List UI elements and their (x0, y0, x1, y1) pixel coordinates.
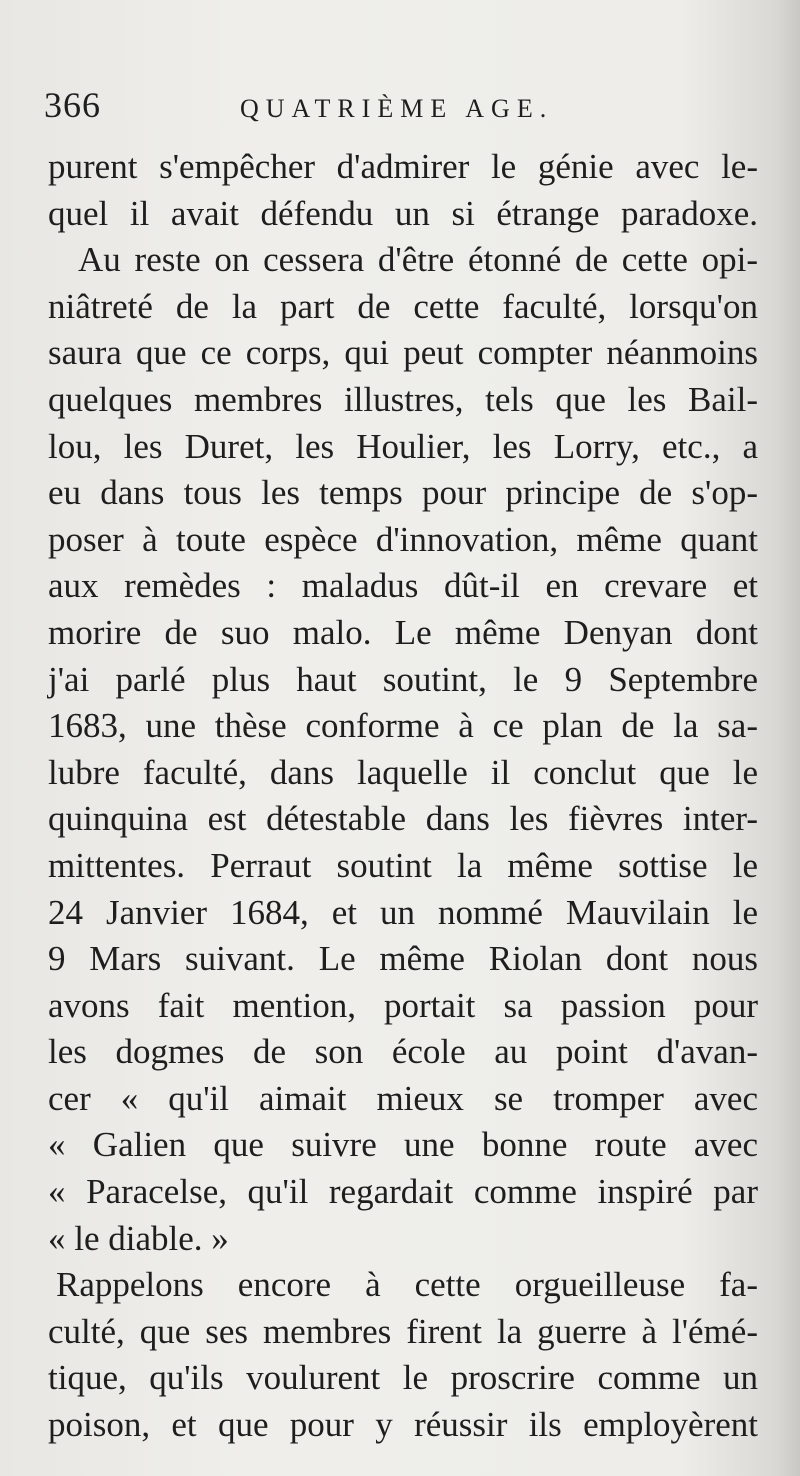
text-line: eu dans tous les temps pour principe de s'op- (48, 473, 758, 513)
text-line: « le diable. » (48, 1218, 229, 1258)
text-line: 24 Janvier 1684, et un nommé Mauvilain le (48, 892, 758, 932)
text-line: quinquina est détestable dans les fièvres inter- (48, 799, 758, 839)
running-title: QUATRIÈME AGE. (240, 94, 554, 123)
text-line: 1683, une thèse conforme à ce plan de la sa- (48, 706, 758, 746)
text-line: Au reste on cessera d'être étonné de cette opi- (78, 240, 758, 280)
text-line: tique, qu'ils voulurent le proscrire comme un (48, 1358, 758, 1398)
page-header (44, 84, 764, 136)
text-line: lubre faculté, dans laquelle il conclut que le (48, 752, 758, 792)
text-line: poser à toute espèce d'innovation, même quant (48, 519, 758, 559)
text-line: saura que ce corps, qui peut compter néanmoins (48, 333, 758, 373)
text-line: 9 Mars suivant. Le même Riolan dont nous (48, 939, 758, 979)
text-line: culté, que ses membres firent la guerre à l'émé- (48, 1311, 758, 1351)
text-line: Rappelons encore à cette orgueilleuse fa- (56, 1265, 758, 1305)
text-line: les dogmes de son école au point d'avan- (48, 1032, 758, 1072)
text-line: poison, et que pour y réussir ils employèrent (48, 1405, 758, 1445)
text-line: cer « qu'il aimait mieux se tromper avec (48, 1078, 758, 1118)
text-line: lou, les Duret, les Houlier, les Lorry, etc., a (48, 426, 758, 466)
text-line: quel il avait défendu un si étrange paradoxe. (48, 193, 758, 233)
text-line: morire de suo malo. Le même Denyan dont (48, 612, 758, 652)
page-number: 366 (44, 85, 101, 125)
text-line: « Paracelse, qu'il regardait comme inspiré par (48, 1172, 758, 1212)
body-text (48, 144, 758, 1449)
text-line: « Galien que suivre une bonne route avec (48, 1125, 758, 1165)
text-line: quelques membres illustres, tels que les Bail- (48, 379, 758, 419)
text-line: j'ai parlé plus haut soutint, le 9 Septembre (48, 659, 758, 699)
text-line: purent s'empêcher d'admirer le génie avec le- (48, 147, 758, 186)
text-line: mittentes. Perraut soutint la même sottise le (48, 845, 758, 885)
text-line: avons fait mention, portait sa passion pour (48, 985, 758, 1025)
text-line: aux remèdes : maladus dût-il en crevare et (48, 566, 758, 606)
text-line: niâtreté de la part de cette faculté, lorsqu'on (48, 286, 758, 326)
